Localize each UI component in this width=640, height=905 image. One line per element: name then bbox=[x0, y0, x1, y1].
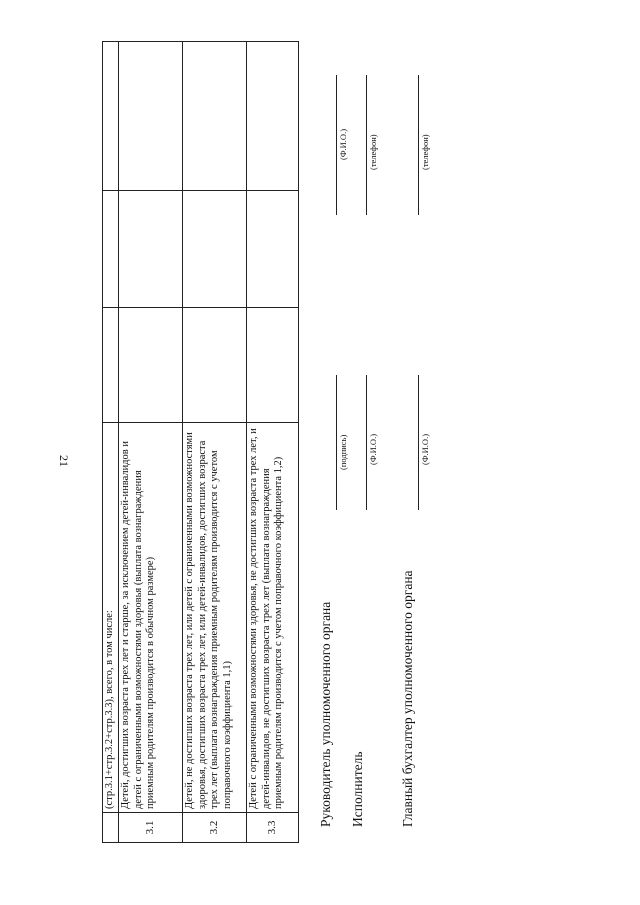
head-fio-line bbox=[336, 75, 337, 215]
empty-cell bbox=[183, 42, 247, 191]
executor-fio-line bbox=[366, 375, 367, 510]
row-description: (стр.3.1+стр.3.2+стр.3.3), всего, в том числе: bbox=[103, 423, 119, 813]
empty-cell bbox=[119, 308, 183, 423]
accountant-fio-line bbox=[418, 375, 419, 510]
empty-cell bbox=[103, 42, 119, 191]
cap-fio-head: (Ф.И.О.) bbox=[338, 128, 348, 160]
cap-phone-acc: (телефон) bbox=[420, 134, 430, 170]
table-row bbox=[103, 42, 119, 843]
table-row bbox=[183, 42, 247, 843]
empty-cell bbox=[183, 308, 247, 423]
executor-phone-line bbox=[366, 75, 367, 215]
row-description: Детей, не достигших возраста трех лет, или детей с ограниченными возможностями здоровья, достигших возраста трех лет, или детей-инвалидов, достигших возраста трех лет (выплата вознаграждения приемным родителям производится с учетом поправочного коэффициента 1,1) bbox=[183, 423, 247, 813]
empty-cell bbox=[119, 191, 183, 308]
row-number: 3.1 bbox=[119, 813, 183, 843]
empty-cell bbox=[103, 308, 119, 423]
cap-fio-acc: (Ф.И.О.) bbox=[420, 433, 430, 465]
row-number: 3.3 bbox=[247, 813, 299, 843]
row-number bbox=[103, 813, 119, 843]
data-table bbox=[102, 41, 299, 843]
cap-fio-exec: (Ф.И.О.) bbox=[368, 433, 378, 465]
row-number: 3.2 bbox=[183, 813, 247, 843]
page-number: 21 bbox=[57, 455, 71, 467]
cap-signature: (подпись) bbox=[338, 434, 348, 470]
accountant-label: Главный бухгалтер уполномоченного органа bbox=[400, 570, 415, 827]
empty-cell bbox=[103, 191, 119, 308]
empty-cell bbox=[119, 42, 183, 191]
empty-cell bbox=[247, 42, 299, 191]
head-label: Руководитель уполномоченного органа bbox=[318, 601, 333, 827]
executor-label: Исполнитель bbox=[350, 751, 365, 827]
table-row bbox=[119, 42, 183, 843]
cap-phone-exec: (телефон) bbox=[368, 134, 378, 170]
accountant-phone-line bbox=[418, 75, 419, 215]
table-row bbox=[247, 42, 299, 843]
empty-cell bbox=[183, 191, 247, 308]
empty-cell bbox=[247, 308, 299, 423]
row-description: Детей с ограниченными возможностями здоровья, не достигших возраста трех лет, и детей-инвалидов, не достигших возраста трех лет (выплата вознаграждения приемным родителям производится с учетом поправочного коэффициента 1,2) bbox=[247, 423, 299, 813]
head-signature-line bbox=[336, 375, 337, 510]
empty-cell bbox=[247, 191, 299, 308]
row-description: Детей, достигших возраста трех лет и старше, за исключением детей-инвалидов и детей с ограниченными возможностями здоровья (выплата вознаграждения приемным родителям производится в обычном размере) bbox=[119, 423, 183, 813]
